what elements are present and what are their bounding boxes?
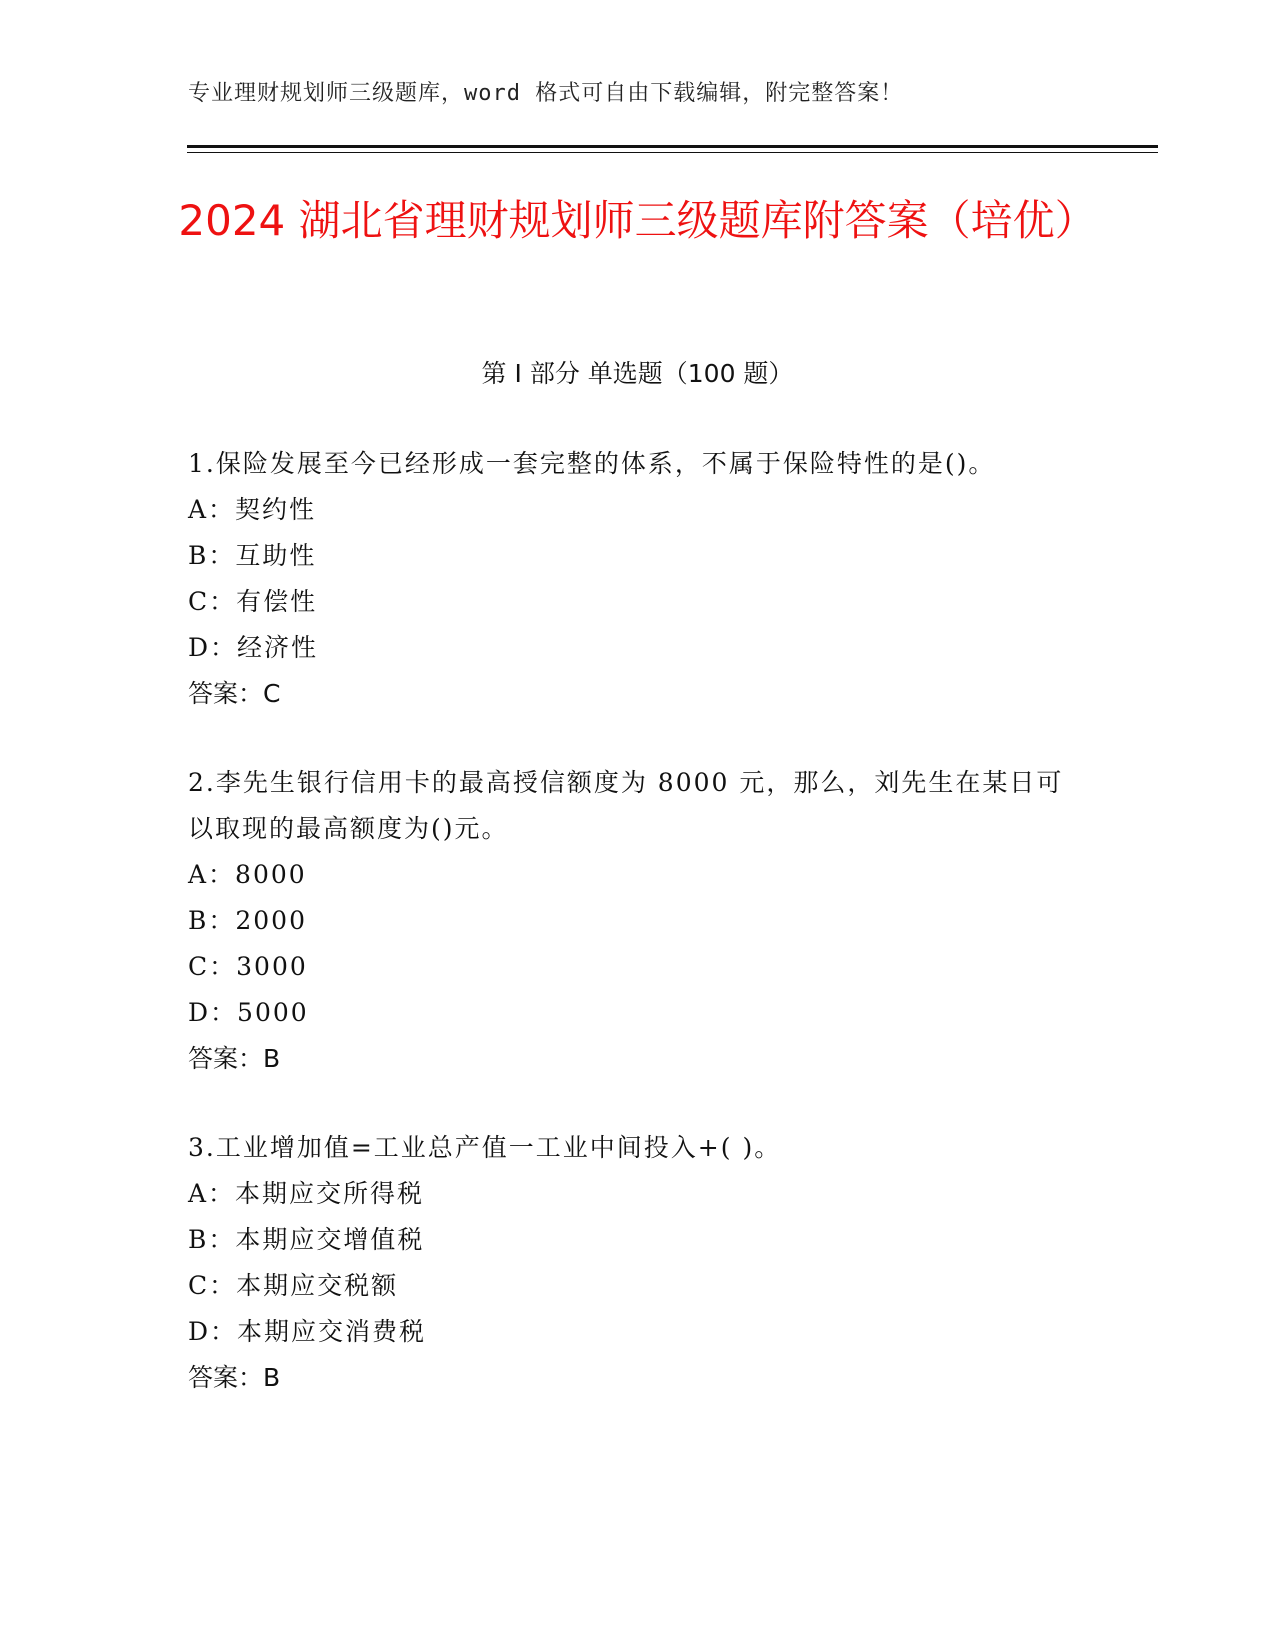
question-1 (188, 441, 1088, 717)
question-text: 2.李先生银行信用卡的最高授信额度为 8000 元，那么，刘先生在某日可以取现的最高额度为()元。 (188, 768, 1064, 843)
document-title: 2024 湖北省理财规划师三级题库附答案（培优） (178, 196, 1097, 245)
option-b: B：互助性 (188, 541, 317, 570)
option-d: D：本期应交消费税 (188, 1317, 427, 1346)
header-rule-thin (187, 152, 1158, 153)
option-b: B：2000 (188, 906, 307, 935)
header-note: 专业理财规划师三级题库，word 格式可自由下载编辑，附完整答案！ (188, 81, 904, 106)
option-d: D：经济性 (188, 633, 319, 662)
option-c: C：有偿性 (188, 587, 318, 616)
header-rule-thick (187, 145, 1158, 148)
option-a: A：8000 (188, 860, 307, 889)
option-b: B：本期应交增值税 (188, 1225, 425, 1254)
answer: 答案：B (188, 1044, 281, 1073)
option-a: A：契约性 (188, 495, 317, 524)
section-heading: 第 I 部分 单选题（100 题） (481, 359, 794, 388)
question-2 (188, 760, 1088, 1082)
question-3 (188, 1125, 1088, 1401)
answer: 答案：C (188, 679, 281, 708)
answer: 答案：B (188, 1363, 281, 1392)
question-text: 1.保险发展至今已经形成一套完整的体系，不属于保险特性的是()。 (188, 449, 996, 478)
option-a: A：本期应交所得税 (188, 1179, 425, 1208)
option-c: C：3000 (188, 952, 308, 981)
option-c: C：本期应交税额 (188, 1271, 399, 1300)
option-d: D：5000 (188, 998, 309, 1027)
question-text: 3.工业增加值=工业总产值一工业中间投入+( )。 (188, 1133, 782, 1162)
